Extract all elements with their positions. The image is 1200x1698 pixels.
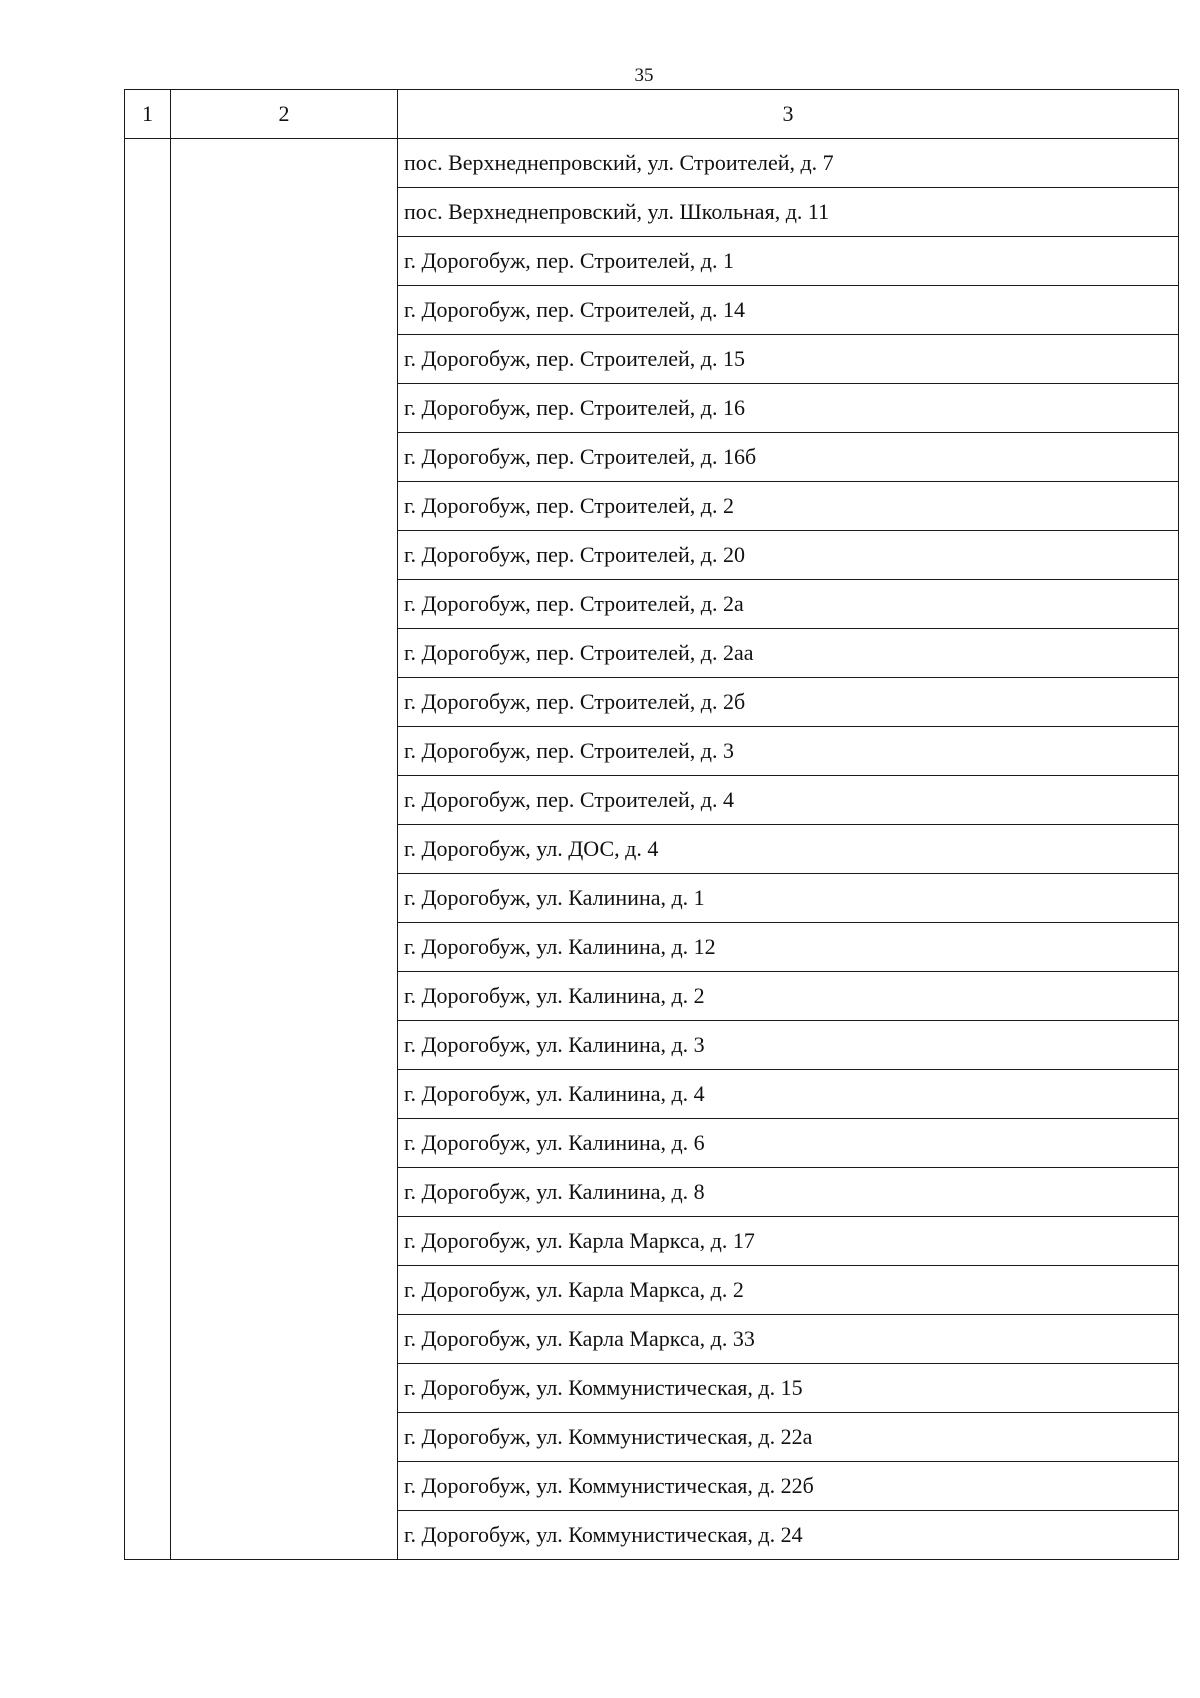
address-cell: г. Дорогобуж, ул. Калинина, д. 1 xyxy=(398,874,1179,923)
address-cell: пос. Верхнеднепровский, ул. Школьная, д. 11 xyxy=(398,188,1179,237)
address-cell: г. Дорогобуж, пер. Строителей, д. 2а xyxy=(398,580,1179,629)
address-cell: г. Дорогобуж, ул. Калинина, д. 8 xyxy=(398,1168,1179,1217)
column-1-cell xyxy=(125,139,171,1560)
address-cell: г. Дорогобуж, ул. ДОС, д. 4 xyxy=(398,825,1179,874)
table-header-row xyxy=(125,90,1179,139)
address-cell: г. Дорогобуж, пер. Строителей, д. 16б xyxy=(398,433,1179,482)
address-cell: г. Дорогобуж, ул. Калинина, д. 2 xyxy=(398,972,1179,1021)
address-cell: г. Дорогобуж, ул. Карла Маркса, д. 33 xyxy=(398,1315,1179,1364)
address-cell: г. Дорогобуж, пер. Строителей, д. 20 xyxy=(398,531,1179,580)
address-cell: г. Дорогобуж, пер. Строителей, д. 4 xyxy=(398,776,1179,825)
address-cell: г. Дорогобуж, ул. Коммунистическая, д. 24 xyxy=(398,1511,1179,1560)
column-header-3: 3 xyxy=(398,90,1179,139)
column-header-1: 1 xyxy=(125,90,171,139)
address-cell: г. Дорогобуж, пер. Строителей, д. 2 xyxy=(398,482,1179,531)
address-cell: г. Дорогобуж, ул. Калинина, д. 12 xyxy=(398,923,1179,972)
table-row xyxy=(125,139,1179,188)
address-cell: пос. Верхнеднепровский, ул. Строителей, д. 7 xyxy=(398,139,1179,188)
column-2-cell xyxy=(171,139,398,1560)
address-cell: г. Дорогобуж, пер. Строителей, д. 3 xyxy=(398,727,1179,776)
address-cell: г. Дорогобуж, пер. Строителей, д. 2аа xyxy=(398,629,1179,678)
address-cell: г. Дорогобуж, ул. Коммунистическая, д. 22б xyxy=(398,1462,1179,1511)
address-cell: г. Дорогобуж, ул. Коммунистическая, д. 22а xyxy=(398,1413,1179,1462)
address-cell: г. Дорогобуж, ул. Калинина, д. 6 xyxy=(398,1119,1179,1168)
address-cell: г. Дорогобуж, пер. Строителей, д. 1 xyxy=(398,237,1179,286)
address-cell: г. Дорогобуж, пер. Строителей, д. 16 xyxy=(398,384,1179,433)
address-cell: г. Дорогобуж, ул. Калинина, д. 4 xyxy=(398,1070,1179,1119)
page-number: 35 xyxy=(634,65,654,86)
address-cell: г. Дорогобуж, ул. Калинина, д. 3 xyxy=(398,1021,1179,1070)
address-cell: г. Дорогобуж, пер. Строителей, д. 14 xyxy=(398,286,1179,335)
address-cell: г. Дорогобуж, пер. Строителей, д. 2б xyxy=(398,678,1179,727)
address-cell: г. Дорогобуж, ул. Коммунистическая, д. 15 xyxy=(398,1364,1179,1413)
address-cell: г. Дорогобуж, ул. Карла Маркса, д. 17 xyxy=(398,1217,1179,1266)
address-cell: г. Дорогобуж, ул. Карла Маркса, д. 2 xyxy=(398,1266,1179,1315)
address-cell: г. Дорогобуж, пер. Строителей, д. 15 xyxy=(398,335,1179,384)
address-table xyxy=(124,89,1179,1560)
column-header-2: 2 xyxy=(171,90,398,139)
